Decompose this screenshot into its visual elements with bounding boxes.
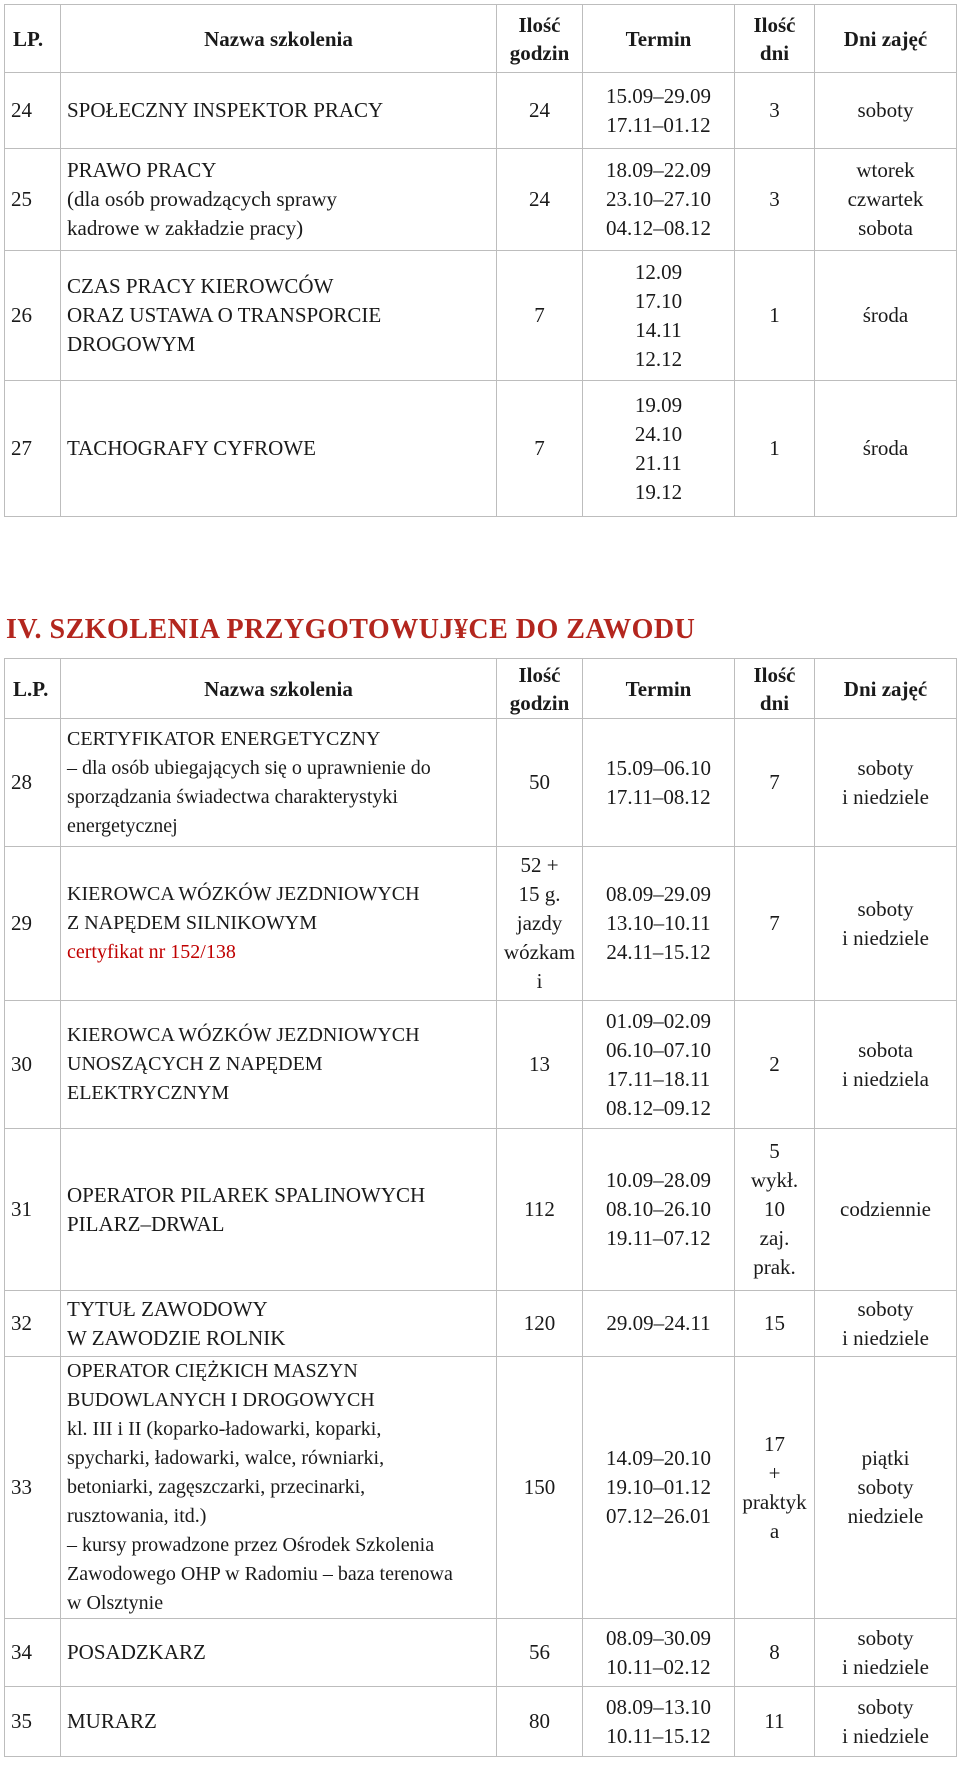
table-row	[5, 1357, 957, 1619]
row-hours: 112	[497, 1129, 583, 1291]
header-hours: Ilość godzin	[497, 659, 583, 719]
row-hours: 24	[497, 73, 583, 149]
table-row	[5, 847, 957, 1001]
row-days: piątki soboty niedziele	[815, 1357, 957, 1619]
row-name: MURARZ	[61, 1687, 497, 1757]
row-hours: 56	[497, 1619, 583, 1687]
row-days-count: 7	[735, 847, 815, 1001]
row-days-count: 1	[735, 381, 815, 517]
table-row	[5, 251, 957, 381]
row-days-count: 3	[735, 73, 815, 149]
row-term: 18.09–22.09 23.10–27.10 04.12–08.12	[583, 149, 735, 251]
table-row	[5, 1291, 957, 1357]
row-days: soboty	[815, 73, 957, 149]
row-days-count: 8	[735, 1619, 815, 1687]
row-term: 12.09 17.10 14.11 12.12	[583, 251, 735, 381]
row-name: KIEROWCA WÓZKÓW JEZDNIOWYCH UNOSZĄCYCH Z NAPĘDEM ELEKTRYCZNYM	[61, 1001, 497, 1129]
row-days-count: 7	[735, 719, 815, 847]
row-lp: 33	[5, 1357, 61, 1619]
row-days-count: 15	[735, 1291, 815, 1357]
section-title: IV. SZKOLENIA PRZYGOTOWUJ¥CE DO ZAWODU	[6, 614, 696, 645]
row-name: OPERATOR CIĘŻKICH MASZYN BUDOWLANYCH I DROGOWYCH kl. III i II (koparko-ładowarki, koparki, spycharki, ładowarki, walce, równiarki, betoniarki, zagęszczarki, przecinarki, rusztowania, itd.) – kursy prowadzone przez Ośrodek Szkolenia Zawodowego OHP w Radomiu – baza terenowa w Olsztynie	[61, 1357, 497, 1619]
row-days-count: 1	[735, 251, 815, 381]
row-days-count: 17 + praktyk a	[735, 1357, 815, 1619]
table-row	[5, 1687, 957, 1757]
row-name: PRAWO PRACY (dla osób prowadzących sprawy kadrowe w zakładzie pracy)	[61, 149, 497, 251]
certificate-note: certyfikat nr 152/138	[67, 941, 236, 963]
row-name: TACHOGRAFY CYFROWE	[61, 381, 497, 517]
row-days-count: 3	[735, 149, 815, 251]
row-term: 29.09–24.11	[583, 1291, 735, 1357]
row-lp: 35	[5, 1687, 61, 1757]
header-days-count: Ilość dni	[735, 5, 815, 73]
row-hours: 24	[497, 149, 583, 251]
table-row	[5, 1129, 957, 1291]
header-term: Termin	[583, 5, 735, 73]
row-name: CERTYFIKATOR ENERGETYCZNY – dla osób ubiegających się o uprawnienie do sporządzania świadectwa charakterystyki energetycznej	[61, 719, 497, 847]
header-name: Nazwa szkolenia	[61, 5, 497, 73]
row-lp: 28	[5, 719, 61, 847]
row-lp: 27	[5, 381, 61, 517]
row-lp: 34	[5, 1619, 61, 1687]
row-days: wtorek czwartek sobota	[815, 149, 957, 251]
row-days: codziennie	[815, 1129, 957, 1291]
row-term: 14.09–20.10 19.10–01.12 07.12–26.01	[583, 1357, 735, 1619]
table-header-row	[5, 5, 957, 73]
row-name: OPERATOR PILAREK SPALINOWYCH PILARZ–DRWAL	[61, 1129, 497, 1291]
row-days-count: 2	[735, 1001, 815, 1129]
row-hours: 120	[497, 1291, 583, 1357]
row-term: 15.09–29.09 17.11–01.12	[583, 73, 735, 149]
row-hours: 50	[497, 719, 583, 847]
row-days: soboty i niedziele	[815, 1619, 957, 1687]
row-hours: 80	[497, 1687, 583, 1757]
row-days: sobota i niedziela	[815, 1001, 957, 1129]
courses-table-1	[4, 4, 957, 517]
row-days: środa	[815, 381, 957, 517]
row-term: 08.09–29.09 13.10–10.11 24.11–15.12	[583, 847, 735, 1001]
row-hours: 150	[497, 1357, 583, 1619]
row-term: 08.09–30.09 10.11–02.12	[583, 1619, 735, 1687]
row-lp: 26	[5, 251, 61, 381]
table-header-row	[5, 659, 957, 719]
row-hours: 7	[497, 251, 583, 381]
row-term: 08.09–13.10 10.11–15.12	[583, 1687, 735, 1757]
table-row	[5, 1001, 957, 1129]
header-days: Dni zajęć	[815, 659, 957, 719]
table-row	[5, 149, 957, 251]
table-row	[5, 1619, 957, 1687]
header-days-count: Ilość dni	[735, 659, 815, 719]
header-term: Termin	[583, 659, 735, 719]
row-name: POSADZKARZ	[61, 1619, 497, 1687]
row-days: środa	[815, 251, 957, 381]
row-name: KIEROWCA WÓZKÓW JEZDNIOWYCH Z NAPĘDEM SILNIKOWYM certyfikat nr 152/138	[61, 847, 497, 1001]
row-hours: 13	[497, 1001, 583, 1129]
row-days-count: 11	[735, 1687, 815, 1757]
row-lp: 29	[5, 847, 61, 1001]
header-lp: L.P.	[5, 659, 61, 719]
table-row	[5, 381, 957, 517]
row-lp: 25	[5, 149, 61, 251]
row-name: CZAS PRACY KIEROWCÓW ORAZ USTAWA O TRANSPORCIE DROGOWYM	[61, 251, 497, 381]
header-name: Nazwa szkolenia	[61, 659, 497, 719]
table-row	[5, 719, 957, 847]
row-name: TYTUŁ ZAWODOWY W ZAWODZIE ROLNIK	[61, 1291, 497, 1357]
row-name: SPOŁECZNY INSPEKTOR PRACY	[61, 73, 497, 149]
table-row	[5, 73, 957, 149]
header-lp: LP.	[5, 5, 61, 73]
row-days-count: 5 wykł. 10 zaj. prak.	[735, 1129, 815, 1291]
row-term: 10.09–28.09 08.10–26.10 19.11–07.12	[583, 1129, 735, 1291]
row-lp: 31	[5, 1129, 61, 1291]
row-days: soboty i niedziele	[815, 1687, 957, 1757]
row-days: soboty i niedziele	[815, 1291, 957, 1357]
row-days: soboty i niedziele	[815, 719, 957, 847]
row-lp: 32	[5, 1291, 61, 1357]
row-lp: 30	[5, 1001, 61, 1129]
row-term: 01.09–02.09 06.10–07.10 17.11–18.11 08.12–09.12	[583, 1001, 735, 1129]
courses-table-2	[4, 658, 957, 1757]
row-term: 19.09 24.10 21.11 19.12	[583, 381, 735, 517]
row-lp: 24	[5, 73, 61, 149]
row-hours: 52 + 15 g. jazdy wózkam i	[497, 847, 583, 1001]
header-days: Dni zajęć	[815, 5, 957, 73]
header-hours: Ilość godzin	[497, 5, 583, 73]
row-hours: 7	[497, 381, 583, 517]
row-days: soboty i niedziele	[815, 847, 957, 1001]
row-term: 15.09–06.10 17.11–08.12	[583, 719, 735, 847]
